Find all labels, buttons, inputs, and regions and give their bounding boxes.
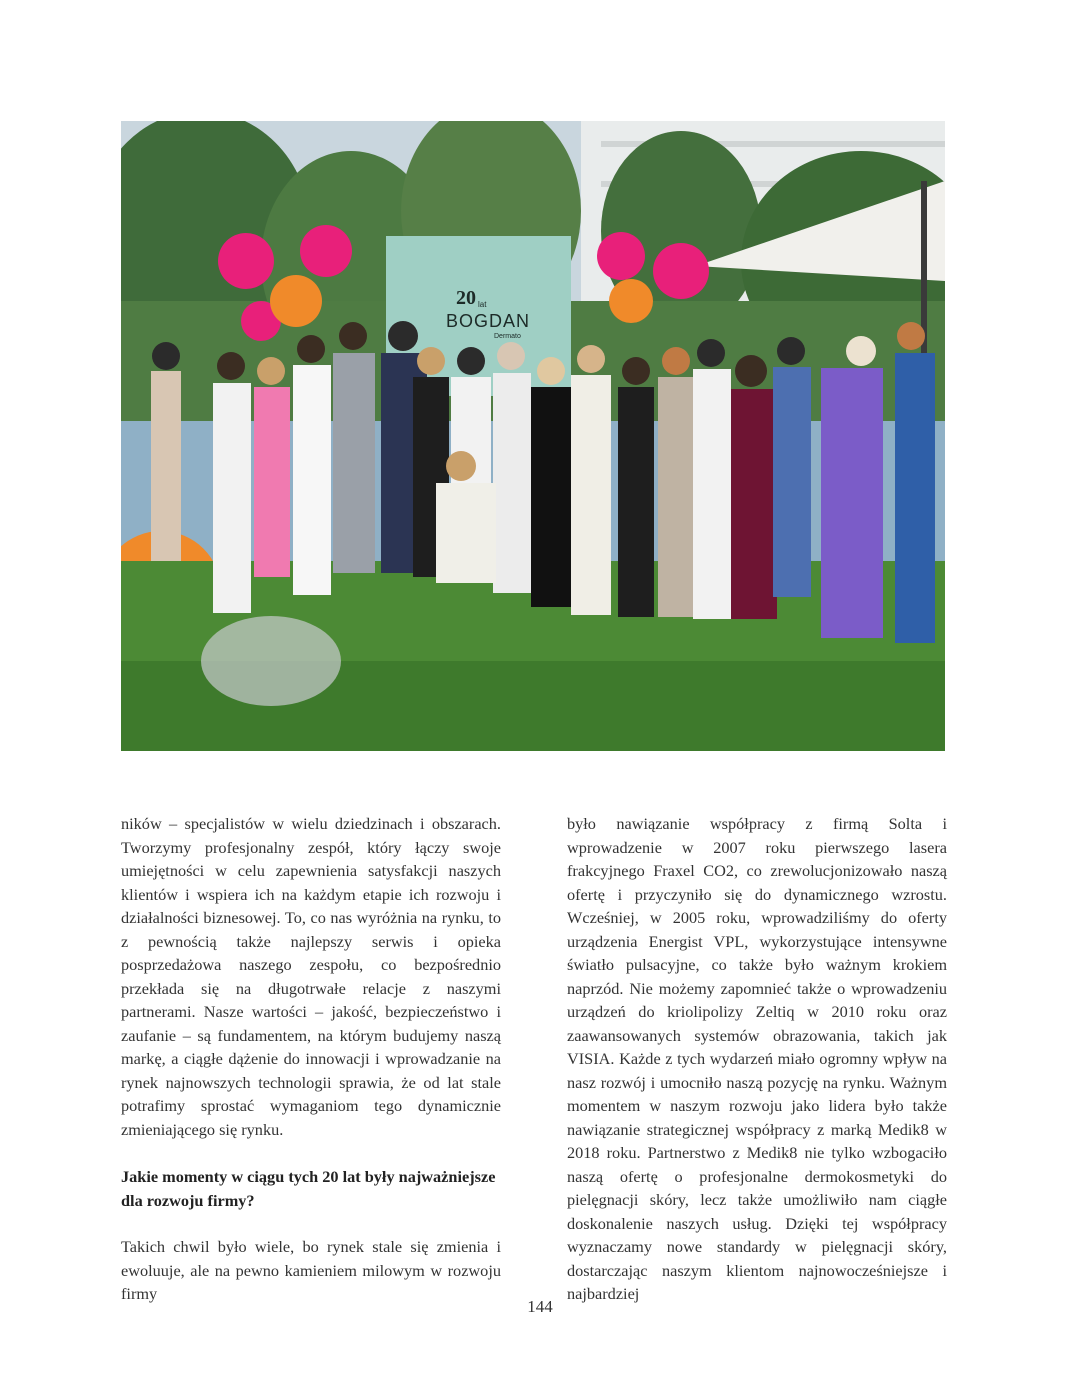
- sign-brand: BOGDAN: [446, 311, 531, 331]
- sign-sub: Dermato: [494, 333, 521, 340]
- interview-question-heading: Jakie momenty w ciągu tych 20 lat były najważniejsze dla rozwoju firmy?: [121, 1167, 496, 1210]
- sign-small: lat: [478, 300, 487, 309]
- left-paragraph-1: ników – specjalistów w wielu dziedzinach i obszarach. Tworzymy profesjonalny zespół, który łączy swoje umiejętności w celu zapewnienia satysfakcji naszych klientów i wspiera ich na każdym etapie ich rozwoju i działalności biznesowej. To, co nas wyróżnia na rynku, to z pewnością także najlepszy serwis i opieka posprzedażowa naszego zespołu, co bezpośrednio przekłada się na długotrwałe relacje z naszymi partnerami. Nasze wartości – jakość, bezpieczeństwo i zaufanie – są fundamentem, na którym budujemy naszą markę, a ciągłe dążenie do innowacji i wprowadzanie na rynek najnowszych technologii sprawia, że od lat stale potrafimy sprostać wymaganiom tego dynamicznie zmieniającego się rynku.: [121, 814, 501, 1139]
- right-paragraph-1: było nawiązanie współpracy z firmą Solta i wprowadzenie w 2007 roku pierwszego lasera frakcyjnego Fraxel CO2, co zrewolucjonizowało naszą ofertę i przyczyniło się do dynamicznego wzrostu. Wcześniej, w 2005 roku, wprowadziliśmy do oferty urządzenia Energist VPL, wykorzystujące intensywne światło pulsacyjne, co także było ważnym krokiem naprzód. Nie możemy zapomnieć także o wprowadzeniu urządzeń do kriolipolizy Zeltiq w 2010 roku oraz zaawansowanych systemów obrazowania, takich jak VISIA. Każde z tych wydarzeń miało ogromny wpływ na nasz rozwój i umocniło naszą pozycję na rynku. Ważnym momentem w naszym rozwoju jako lidera było także nawiązanie strategicznej współpracy z marką Medik8 w 2018 roku. Partnerstwo z Medik8 nie tylko wzbogaciło naszą ofertę o profesjonalne dermokosmetyki do pielęgnacji skóry, lecz także umożliwiło nam ciągłe doskonalenie naszych usług. Dzięki tej współpracy wyznaczamy nowe standardy w pielęgnacji skóry, dostarczając naszym klientom najnowocześniejsze i najbardziej: [567, 814, 947, 1303]
- event-group-photo: [121, 121, 945, 751]
- right-text-column: [567, 812, 947, 1306]
- left-paragraph-2: Takich chwil było wiele, bo rynek stale się zmienia i ewoluuje, ale na pewno kamieniem milowym w rozwoju firmy: [121, 1237, 501, 1303]
- page-number: 144: [527, 1297, 553, 1316]
- sign-number: 20: [456, 287, 476, 309]
- left-text-column: [121, 812, 501, 1306]
